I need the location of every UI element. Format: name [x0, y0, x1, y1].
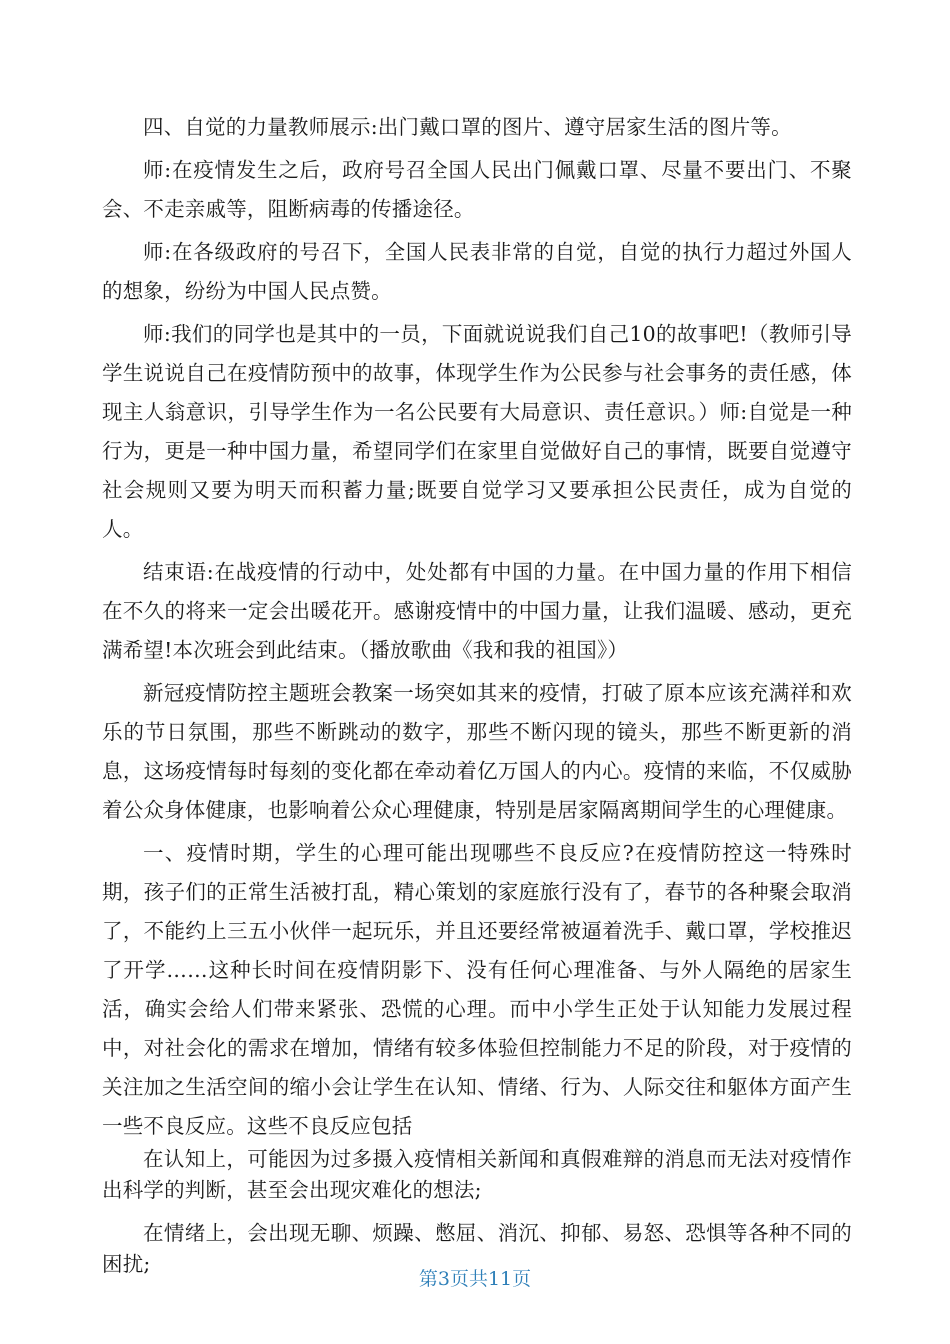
paragraph-cognition: 在认知上，可能因为过多摄入疫情相关新闻和真假难辩的消息而无法对疫情作出科学的判断，甚至会出现灾难化的想法; — [102, 1147, 852, 1202]
paragraph-lesson-plan-intro: 新冠疫情防控主题班会教案一场突如其来的疫情，打破了原本应该充满祥和欢乐的节日氛围，那些不断跳动的数字，那些不断闪现的镜头，那些不断更新的消息，这场疫情每时每刻的变化都在牵动着亿万国人的内心。疫情的来临，不仅威胁着公众身体健康，也影响着公众心理健康，特别是居家隔离期间学生的心理健康。 — [102, 681, 852, 822]
page-number-footer: 第3页共11页 — [418, 1268, 532, 1290]
paragraph-section-four: 四、自觉的力量教师展示:出门戴口罩的图片、遵守居家生活的图片等。 — [143, 115, 792, 139]
paragraph-teacher-1: 师:在疫情发生之后，政府号召全国人民出门佩戴口罩、尽量不要出门、不聚会、不走亲戚等，阻断病毒的传播途径。 — [102, 158, 852, 221]
paragraph-section-one: 一、疫情时期，学生的心理可能出现哪些不良反应?在疫情防控这一特殊时期，孩子们的正常生活被打乱，精心策划的家庭旅行没有了，春节的各种聚会取消了，不能约上三五小伙伴一起玩乐，并且还要经常被逼着洗手、戴口罩，学校推迟了开学……这种长时间在疫情阴影下、没有任何心理准备、与外人隔绝的居家生活，确实会给人们带来紧张、恐慌的心理。而中小学生正处于认知能力发展过程中，对社会化的需求在增加，情绪有较多体验但控制能力不足的阶段，对于疫情的关注加之生活空间的缩小会让学生在认知、情绪、行为、人际交往和躯体方面产生一些不良反应。这些不良反应包括 — [102, 841, 852, 1138]
paragraph-closing: 结束语:在战疫情的行动中，处处都有中国的力量。在中国力量的作用下相信在不久的将来一定会出暖花开。感谢疫情中的中国力量，让我们温暖、感动，更充满希望!本次班会到此结束。（播放歌曲《我和我的祖国》） — [102, 560, 852, 662]
document-body — [102, 108, 852, 1292]
paragraph-teacher-2: 师:在各级政府的号召下，全国人民表非常的自觉，自觉的执行力超过外国人的想象，纷纷为中国人民点赞。 — [102, 240, 852, 303]
paragraph-emotion: 在情绪上，会出现无聊、烦躁、憋屈、消沉、抑郁、易怒、恐惧等各种不同的困扰; — [102, 1221, 852, 1276]
paragraph-teacher-3: 师:我们的同学也是其中的一员，下面就说说我们自己10的故事吧!（教师引导学生说说自己在疫情防预中的故事，体现学生作为公民参与社会事务的责任感，体现主人翁意识，引导学生作为一名公民要有大局意识、责任意识。）师:自觉是一种行为，更是一种中国力量，希望同学们在家里自觉做好自己的事情，既要自觉遵守社会规则又要为明天而积蓄力量;既要自觉学习又要承担公民责任，成为自觉的人。 — [102, 322, 852, 541]
